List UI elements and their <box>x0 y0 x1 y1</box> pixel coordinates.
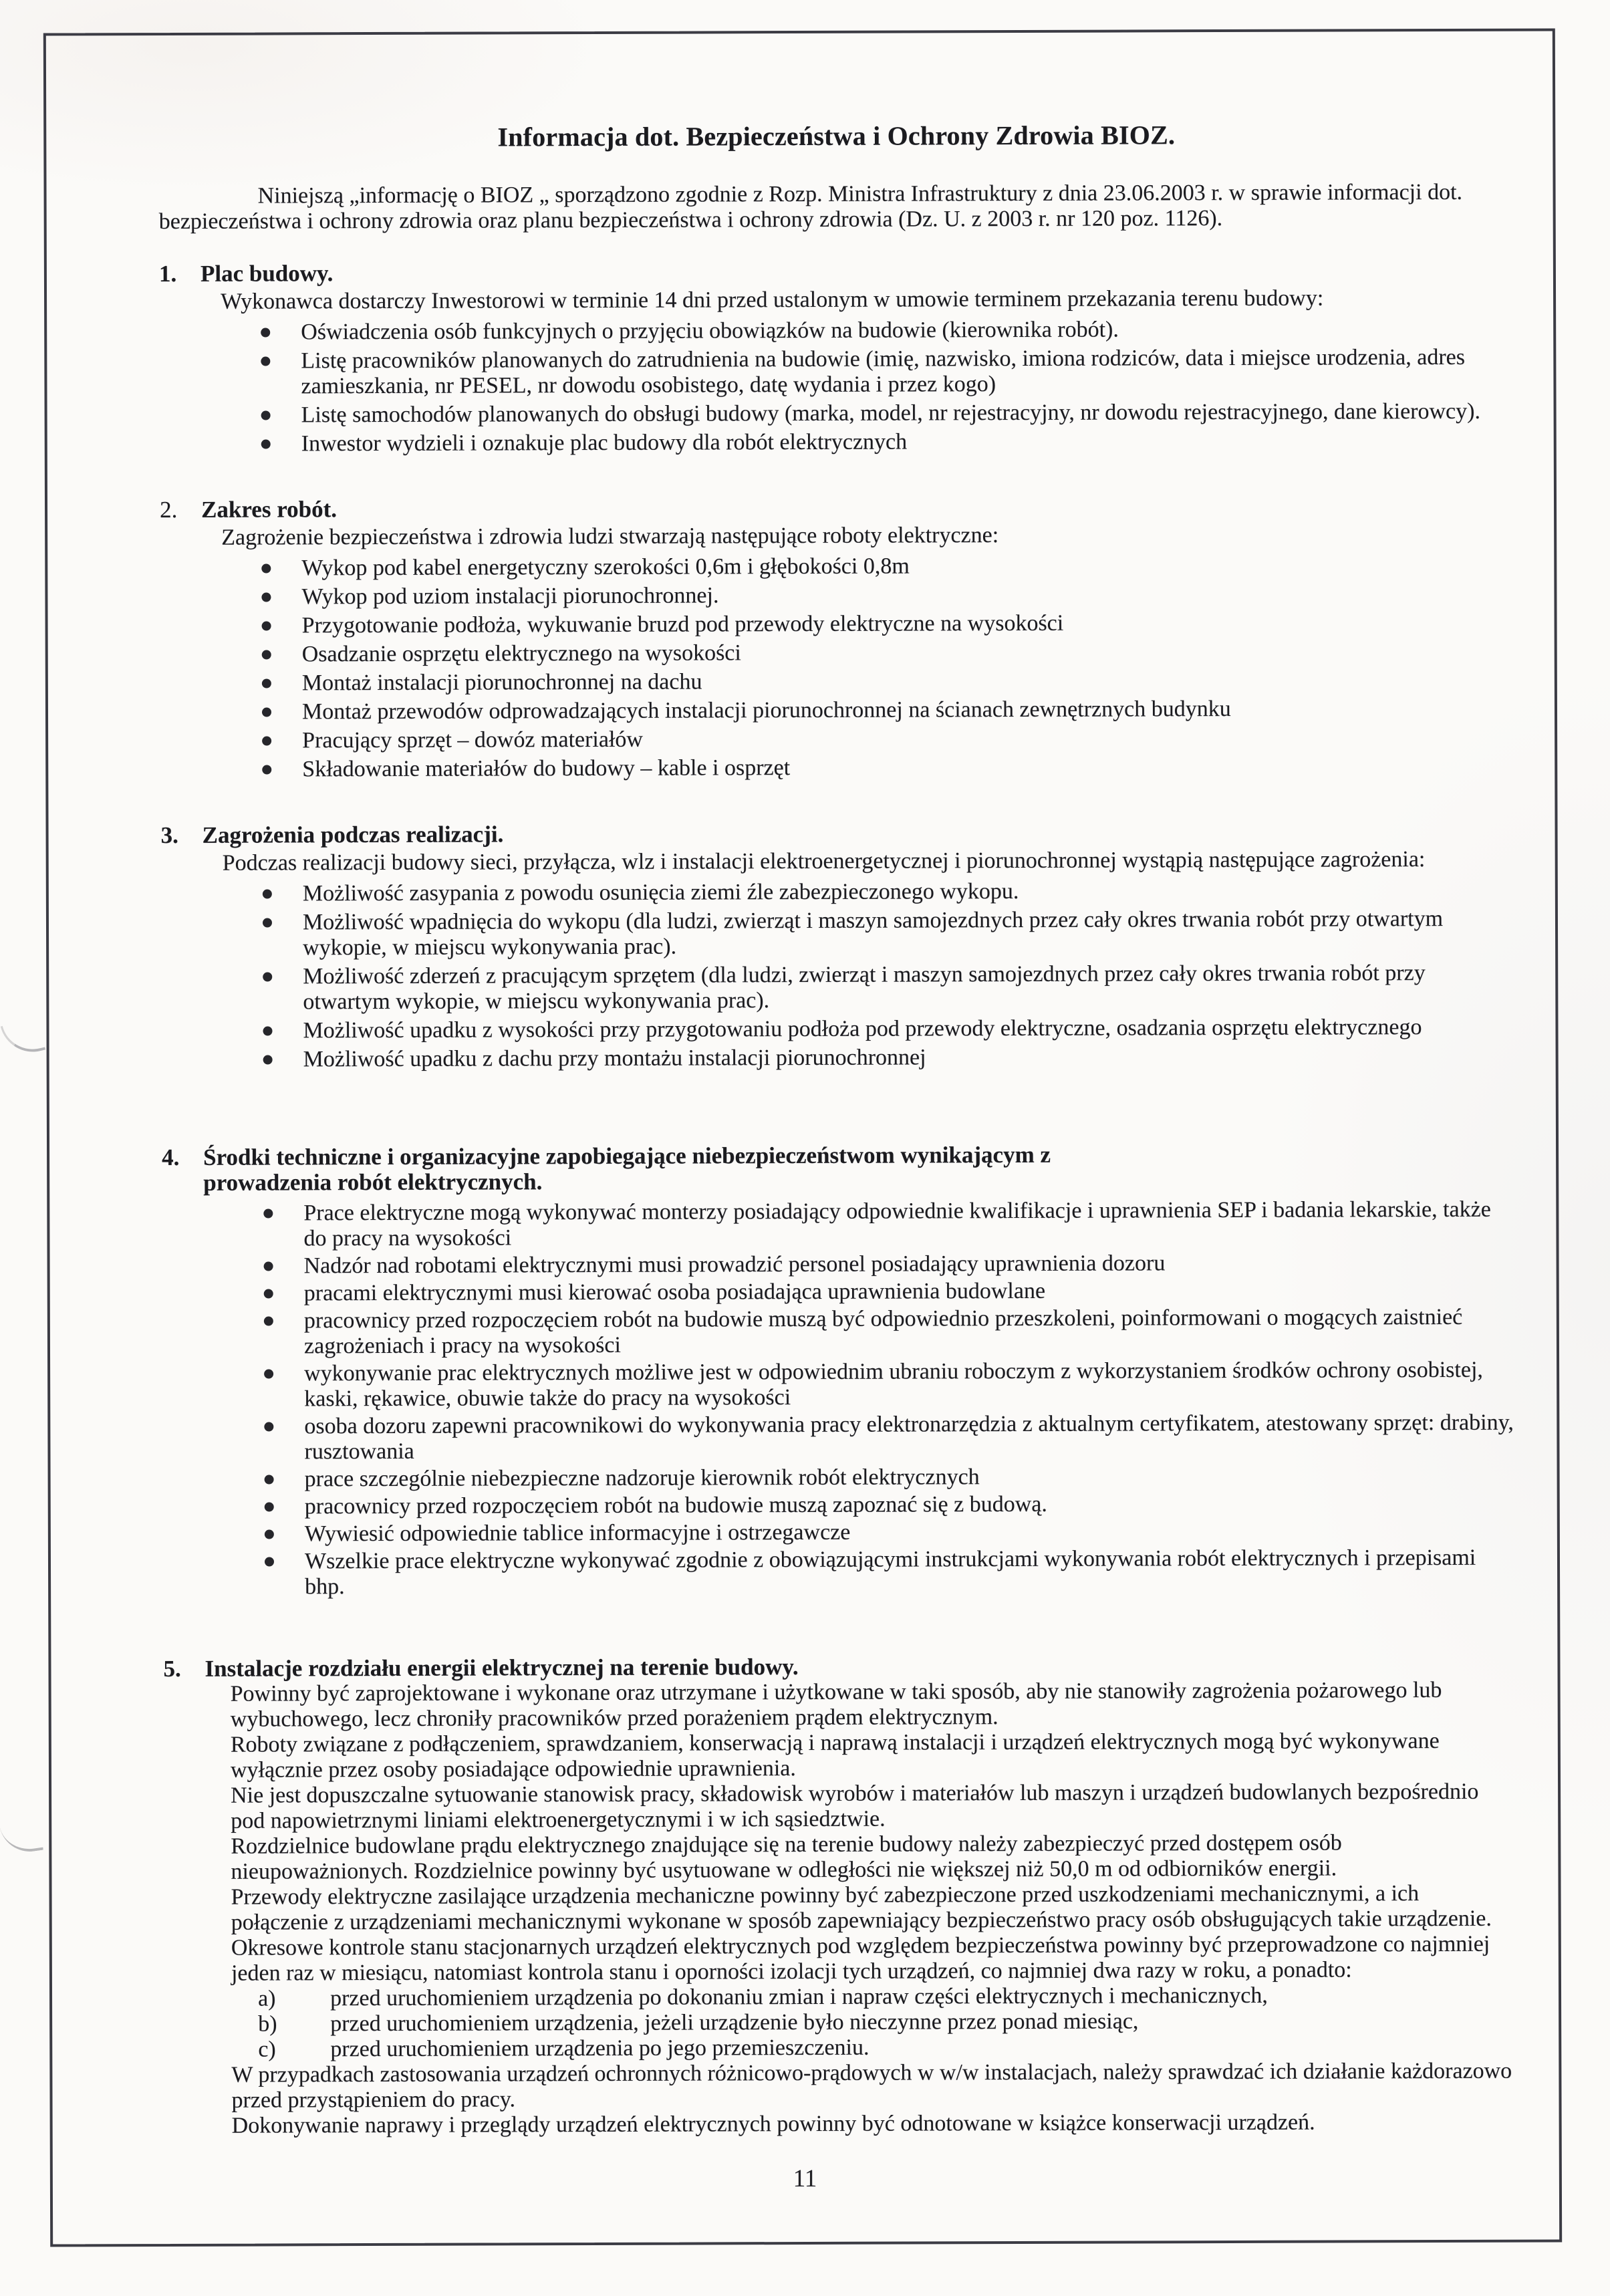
list-item-text: Możliwość upadku z wysokości przy przygotowaniu podłoża pod przewody elektryczne, osadzania osprzętu elektrycznego <box>303 1015 1422 1043</box>
section-lead: Podczas realizacji budowy sieci, przyłącza, wlz i instalacji elektroenergetycznej i piorunochronnej wystąpią następujące zagrożenia: <box>222 847 1426 876</box>
section-title: Środki techniczne i organizacyjne zapobiegające niebezpieczeństwom wynikającym z prowadzenia robót elektrycznych. <box>203 1141 1051 1196</box>
list-item-text: Pracujący sprzęt – dowóz materiałów <box>302 727 643 753</box>
bullet-dot-icon <box>265 1475 274 1484</box>
bullet-dot-icon <box>264 1422 273 1431</box>
section-paragraph: Roboty związane z podłączeniem, sprawdzaniem, konserwacją i naprawą instalacji i urządzeń elektrycznych mogą być wykonywane wyłącznie przez osoby posiadające odpowiednie uprawnienia. <box>230 1729 1440 1783</box>
document-content <box>46 31 1559 2139</box>
list-item <box>160 610 1516 639</box>
bullet-dot-icon <box>264 1261 273 1271</box>
lettered-item <box>258 2033 1520 2063</box>
list-item-text: Składowanie materiałów do budowy – kable i osprzęt <box>302 755 791 782</box>
list-item <box>161 878 1516 907</box>
list-item <box>160 667 1516 696</box>
list-item-text: Wykop pod kabel energetyczny szerokości 0,6m i głębokości 0,8m <box>301 553 910 581</box>
section-title: Plac budowy. <box>200 260 333 287</box>
list-item-text: Oświadczenia osób funkcyjnych o przyjęciu obowiązków na budowie (kierownika robót). <box>301 317 1119 345</box>
bullet-list <box>161 878 1517 1073</box>
bullet-dot-icon <box>263 1026 272 1035</box>
lettered-item-text: przed uruchomieniem urządzenia po jego przemieszczeniu. <box>330 2035 869 2062</box>
section-lead: Wykonawca dostarczy Inwestorowi w terminie 14 dni przed ustalonym w umowie terminem przekazania terenu budowy: <box>221 285 1324 314</box>
list-item-text: Możliwość zderzeń z pracującym sprzętem (dla ludzi, zwierząt i maszyn samojezdnych przez cały okres trwania robót przy otwartym wykopie, w miejscu wykonywania prac). <box>303 961 1426 1015</box>
list-item-text: Wykop pod uziom instalacji piorunochronnej. <box>301 583 719 610</box>
list-item-text: Przygotowanie podłoża, wykuwanie bruzd pod przewody elektryczne na wysokości <box>301 610 1064 638</box>
page-number: 11 <box>793 2165 817 2192</box>
list-item-text: pracami elektrycznymi musi kierować osoba posiadająca uprawnienia budowlane <box>303 1278 1046 1306</box>
list-item-text: wykonywanie prac elektrycznych możliwe jest w odpowiednim ubraniu roboczym z wykorzystaniem środków ochrony osobistej, kaski, rękawice, obuwie także do pracy na wysokości <box>304 1357 1483 1412</box>
section-heading <box>162 1141 1517 1196</box>
list-item-text: Montaż przewodów odprowadzających instalacji piorunochronnej na ścianach zewnętrznych budynku <box>301 696 1231 725</box>
list-item <box>162 1197 1517 1252</box>
list-item <box>160 428 1515 457</box>
bullet-dot-icon <box>261 328 270 337</box>
lettered-item-text: przed uruchomieniem urządzenia po dokonaniu zmian i napraw części elektrycznych i mechanicznych, <box>329 1983 1268 2011</box>
list-item-text: pracownicy przed rozpoczęciem robót na budowie muszą zapoznać się z budową. <box>304 1491 1047 1519</box>
section-heading <box>160 493 1515 523</box>
list-item-text: Osadzanie osprzętu elektrycznego na wysokości <box>301 640 741 667</box>
bullet-dot-icon <box>262 765 271 774</box>
bullet-list <box>160 552 1516 783</box>
bullet-dot-icon <box>263 889 272 898</box>
section-paragraph: Dokonywanie naprawy i przeglądy urządzeń elektrycznych powinny być odnotowane w książce konserwacji urządzeń. <box>231 2110 1315 2138</box>
bullet-list <box>159 316 1515 457</box>
bullet-dot-icon <box>264 1316 273 1325</box>
list-item <box>161 1015 1516 1044</box>
list-item-text: prace szczególnie niebezpieczne nadzoruje kierownik robót elektrycznych <box>304 1464 980 1492</box>
bullet-dot-icon <box>265 1557 274 1566</box>
bullet-dot-icon <box>262 736 271 745</box>
section-paragraph: Rozdzielnice budowlane prądu elektrycznego znajdujące się na terenie budowy należy zabezpieczyć przed dostępem osób nieupoważnionych. Rozdzielnice powinny być usytuowane w odległości nie większej niż 50,0 m od odbiorników energii. <box>231 1830 1342 1884</box>
section-zagrozenia <box>161 819 1517 1073</box>
list-item-text: Montaż instalacji piorunochronnej na dachu <box>301 669 702 696</box>
bullet-dot-icon <box>261 592 271 602</box>
section-title: Instalacje rozdziału energii elektrycznej na terenie budowy. <box>205 1654 799 1682</box>
section-number: 4. <box>162 1144 180 1171</box>
list-item <box>163 1545 1518 1600</box>
list-item-text: osoba dozoru zapewni pracownikowi do wykonywania pracy elektronarzędzia z aktualnym certyfikatem, atestowany sprzęt: drabiny, rusztowania <box>304 1410 1514 1464</box>
lettered-item-label: b) <box>258 2011 277 2037</box>
section-heading <box>159 257 1514 287</box>
section-title: Zagrożenia podczas realizacji. <box>202 821 504 848</box>
lettered-list <box>258 1983 1520 2063</box>
list-item <box>163 1518 1518 1547</box>
list-item-text: Wywiesić odpowiednie tablice informacyjne i ostrzegawcze <box>304 1519 851 1547</box>
lettered-item-text: przed uruchomieniem urządzenia, jeżeli urządzenie było nieczynne przez ponad miesiąc, <box>330 2009 1139 2037</box>
bullet-dot-icon <box>263 972 272 981</box>
list-item <box>161 906 1516 961</box>
section-paragraph: Powinny być zaprojektowane i wykonane oraz utrzymane i użytkowane w taki sposób, aby nie stanowiły zagrożenia pożarowego lub wybuchowego, lecz chroniły pracowników przed porażeniem prądem elektrycznym. <box>230 1677 1442 1732</box>
bullet-dot-icon <box>265 1502 274 1511</box>
bullet-dot-icon <box>265 1529 274 1539</box>
list-item <box>161 961 1516 1015</box>
section-number: 3. <box>160 821 178 849</box>
list-item <box>160 399 1515 428</box>
list-item-text: Możliwość upadku z dachu przy montażu instalacji piorunochronnej <box>303 1045 926 1072</box>
bullet-dot-icon <box>262 650 271 659</box>
list-item <box>160 725 1516 754</box>
section-plac-budowy <box>159 257 1515 457</box>
pen-mark-icon <box>1 1017 45 1059</box>
list-item-text: Listę pracowników planowanych do zatrudnienia na budowie (imię, nazwisko, imiona rodziców, data i miejsce urodzenia, adres zamieszkania, nr PESEL, nr dowodu osobistego, datę wydania i przez kogo) <box>301 344 1466 399</box>
list-item <box>160 552 1515 582</box>
list-item <box>162 1043 1517 1073</box>
list-item <box>160 581 1515 610</box>
list-item <box>162 1250 1518 1279</box>
document-title: Informacja dot. Bezpieczeństwa i Ochrony Zdrowia BIOZ. <box>497 120 1176 152</box>
list-item <box>159 316 1514 346</box>
section-paragraph: Nie jest dopuszczalne sytuowanie stanowisk pracy, składowisk wyrobów i materiałów lub maszyn i urządzeń budowlanych bezpośrednio pod napowietrznymi liniami elektroenergetycznymi i w ich sąsiedztwie. <box>231 1779 1479 1833</box>
bullet-dot-icon <box>264 1369 273 1378</box>
list-item-text: Inwestor wydzieli i oznakuje plac budowy dla robót elektrycznych <box>301 429 908 457</box>
list-item-text: Prace elektryczne mogą wykonywać monterzy posiadający odpowiednie kwalifikacje i uprawnienia SEP i badania lekarskie, także do pracy na wysokości <box>303 1196 1491 1251</box>
bullet-dot-icon <box>263 1208 273 1218</box>
section-heading <box>161 819 1516 848</box>
section-srodki-techniczne <box>162 1141 1518 1600</box>
bullet-list <box>162 1197 1518 1600</box>
bullet-dot-icon <box>261 563 271 573</box>
section-zakres-robot <box>160 493 1516 783</box>
bullet-dot-icon <box>262 707 271 717</box>
list-item <box>160 696 1516 725</box>
lettered-item-label: c) <box>258 2037 276 2062</box>
section-instalacje-rozdzialu <box>163 1652 1520 2139</box>
list-item-text: pracownicy przed rozpoczęciem robót na budowie muszą być odpowiednio przeszkoleni, poinformowani o mogących zaistnieć zagrożeniach i pracy na wysokości <box>303 1304 1463 1359</box>
list-item <box>160 638 1516 668</box>
bullet-dot-icon <box>262 678 271 688</box>
list-item-text: Możliwość zasypania z powodu osunięcia ziemi źle zabezpieczonego wykopu. <box>302 878 1019 906</box>
intro-paragraph: Niniejszą „informację o BIOZ „ sporządzono zgodnie z Rozp. Ministra Infrastruktury z dnia 23.06.2003 r. w sprawie informacji dot. bezpieczeństwa i ochrony zdrowia oraz planu bezpieczeństwa i ochrony zdrowia (Dz. U. z 2003 r. nr 120 poz. 1126). <box>158 179 1463 235</box>
list-item-text: Wszelkie prace elektryczne wykonywać zgodnie z obowiązującymi instrukcjami wykonywania robót elektrycznych i przepisami bhp. <box>304 1545 1476 1600</box>
list-item <box>159 345 1514 400</box>
bullet-dot-icon <box>261 410 271 420</box>
section-paragraph: W przypadkach zastosowania urządzeń ochronnych różnicowo-prądowych w w/w instalacjach, należy sprawdzać ich działanie każdorazowo przed przystąpieniem do pracy. <box>231 2058 1512 2113</box>
list-item-text: Możliwość wpadnięcia do wykopu (dla ludzi, zwierząt i maszyn samojezdnych przez cały okres trwania robót przy otwartym wykopie, w miejscu wykonywania prac). <box>302 906 1444 961</box>
section-paragraph: Okresowe kontrole stanu stacjonarnych urządzeń elektrycznych pod względem bezpieczeństwa powinny być przeprowadzone co najmniej jeden raz w miesiącu, natomiast kontrola stanu i oporności izolacji tych urządzeń, co najmniej dwa razy w roku, a ponadto: <box>231 1931 1490 1986</box>
lettered-item <box>258 1983 1520 2012</box>
bullet-dot-icon <box>264 1289 273 1298</box>
lettered-item <box>258 2008 1520 2037</box>
bullet-dot-icon <box>263 1055 273 1064</box>
bullet-dot-icon <box>262 621 271 630</box>
section-heading <box>163 1652 1518 1682</box>
list-item <box>162 1358 1518 1412</box>
bullet-dot-icon <box>263 918 272 927</box>
bullet-dot-icon <box>261 439 271 449</box>
page-border-frame <box>43 28 1562 2247</box>
lettered-item-label: a) <box>257 1986 276 2011</box>
list-item <box>163 1463 1518 1493</box>
pen-mark-icon <box>0 1819 43 1856</box>
section-number: 1. <box>158 260 177 287</box>
list-item <box>160 753 1516 783</box>
section-number: 5. <box>163 1655 181 1682</box>
bullet-dot-icon <box>261 356 270 366</box>
section-number: 2. <box>159 496 178 523</box>
list-item-text: Listę samochodów planowanych do obsługi budowy (marka, model, nr rejestracyjny, nr dowodu rejestracyjnego, dane kierowcy). <box>301 398 1481 428</box>
section-title: Zakres robót. <box>200 496 337 523</box>
list-item <box>162 1277 1518 1307</box>
list-item <box>162 1410 1518 1465</box>
list-item-text: Nadzór nad robotami elektrycznymi musi prowadzić personel posiadający uprawnienia dozoru <box>303 1251 1166 1279</box>
list-item <box>163 1491 1518 1520</box>
section-paragraph: Przewody elektryczne zasilające urządzenia mechaniczne powinny być zabezpieczone przed uszkodzeniami mechanicznymi, a ich połączenie z urządzeniami mechanicznymi wykonane w sposób zapewniający bezpieczeństwo pracy osób obsługujących takie urządzenie. <box>231 1881 1492 1935</box>
list-item <box>162 1305 1518 1360</box>
section-lead: Zagrożenie bezpieczeństwa i zdrowia ludzi stwarzają następujące roboty elektryczne: <box>221 523 999 550</box>
